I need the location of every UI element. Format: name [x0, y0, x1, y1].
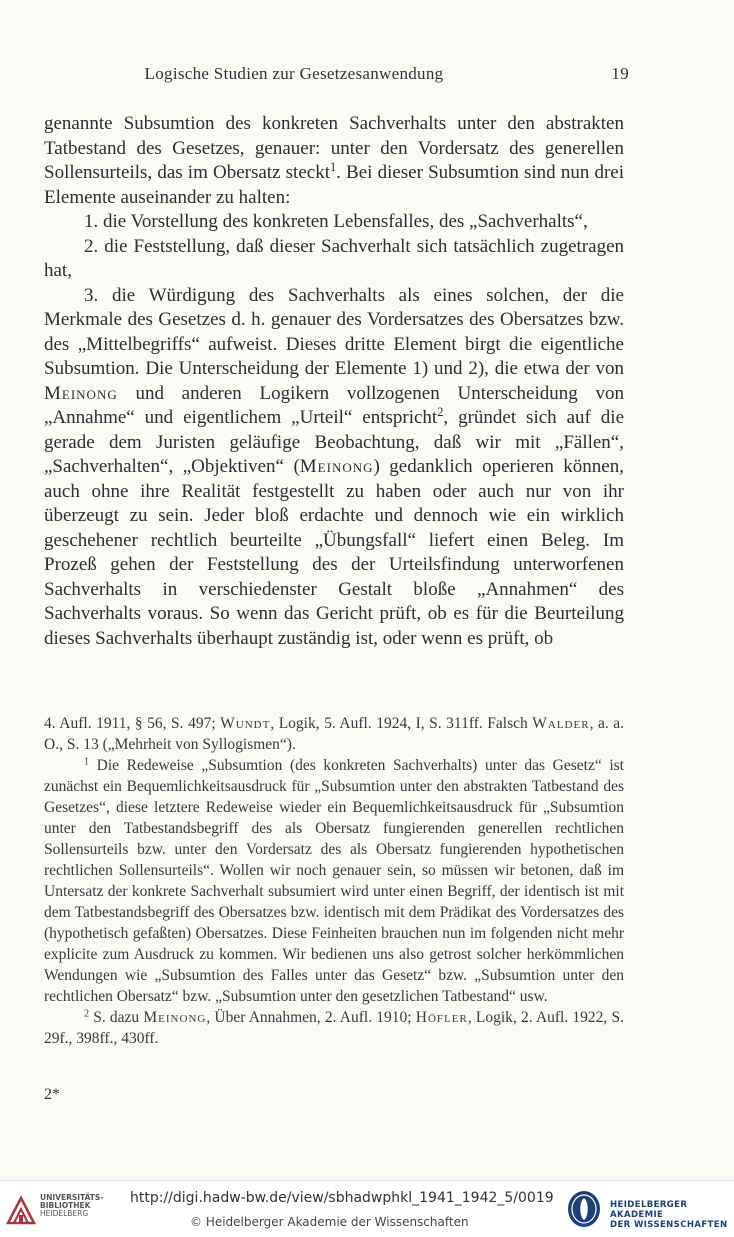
footnote-1: $^1$ Die Redeweise „Subsumtion (des konkreten Sachverhalts) unter das Gesetz“ ist zunächst ein Bequemlichkeitsausdruck für „Subsumtion unter den abstrakten Tatbestand des Gesetzes“, diese letztere Redeweise wieder ein Bequemlichkeitsausdruck für „Subsumtion unter den Tatbestandsbegriff des als Obersatz fungierenden generellen rechtlichen Sollensurteils bzw. unter den Vordersatz des als Obersatz fungierenden hypothetischen rechtlichen Sollensurteils“. Wollen wir noch genauer sein, so müssen wir betonen, daß im Untersatz der konkrete Sachverhalt subsumiert wird unter einen Begriff, der identisch ist mit dem Tatbestandsbegriff des Obersatzes bzw. identisch mit dem Prädikat des Vordersatzes des (hypothetisch gefaßten) Obersatzes. Diese Feinheiten brauchen nun im folgenden nicht mehr explicite zum Ausdruck zu kommen. Wir bedienen uns also getrost solcher herkömmlichen Wendungen wie „Subsumtion des Falles unter das Gesetz“ bzw. „Subsumtion unter den rechtlichen Obersatz“ bzw. „Subsumtion unter den gesetzlichen Tatbestand“ usw.: [44, 756, 624, 1005]
author-name: Wundt: [220, 715, 271, 732]
main-text: [44, 112, 624, 651]
list-item-2: 2. die Feststellung, daß dieser Sachverhalt sich tatsächlich zugetragen hat,: [44, 235, 624, 281]
library-logo-icon: [6, 1195, 36, 1225]
copyright-notice: © Heidelberger Akademie der Wissenschaften: [190, 1215, 469, 1229]
footnote-ref-2: 2: [437, 405, 444, 420]
list-item-1: 1. die Vorstellung des konkreten Lebensfalles, des „Sachverhalts“,: [84, 211, 588, 232]
footnote-ref-1: 1: [329, 160, 337, 175]
running-title: Logische Studien zur Gesetzesanwendung: [144, 64, 444, 83]
library-name: UNIVERSITÄTS- BIBLIOTHEK HEIDELBERG: [40, 1193, 104, 1218]
list-item-3: 3. die Würdigung des Sachverhalts als eines solchen, der die Merkmale des Gesetzes d. h. genauer des Vordersatzes des Obersatzes bzw. des „Mittelbegriffs“ aufweist. Dieses dritte Element birgt die eigentliche Subsumtion. Die Unterscheidung der Elemente 1) und 2), die etwa der von Meinong und anderen Logikern vollzogenen Unterscheidung von „Annahme“ und eigentlichem „Urteil“ entspricht$^2$, gründet sich auf die gerade dem Juristen geläufige Beobachtung, daß wir mit „Fällen“, „Sachverhalten“, „Objektiven“ (Meinong) gedanklich operieren können, auch ohne ihre Realität festgestellt zu haben oder auch nur von ihr überzeugt zu sein. Jeder bloß erdachte und dennoch wie ein wirklich geschehener rechtlich beurteilte „Übungsfall“ liefert einen Beleg. Im Prozeß gehen der Feststellung des der Urteilsfindung unterworfenen Sachverhalts in verschiedenster Gestalt bloße „Annahmen“ des Sachverhalts voraus. So wenn das Gericht prüft, ob es für die Beurteilung dieses Sachverhalts überhaupt zuständig ist, oder wenn es prüft, ob: [44, 284, 624, 649]
author-name: Höfler: [415, 1009, 468, 1026]
page-number: 19: [611, 64, 629, 83]
author-name: Meinong: [143, 1009, 207, 1026]
paragraph-1: genannte Subsumtion des konkreten Sachverhalts unter den abstrakten Tatbestand des Gesetzes, genauer: unter den Vordersatz des generellen Sollensurteils, das im Obersatz steckt$^1$. Bei dieser Subsumtion sind nun drei Elemente auseinander zu halten:: [44, 113, 625, 208]
footnote-2: $^2$ S. dazu Meinong, Über Annahmen, 2. Aufl. 1910; Höfler, Logik, 2. Aufl. 1922, S. 29f., 398ff., 430ff.: [44, 1008, 624, 1047]
footnote-mark: 1: [84, 756, 90, 768]
footnotes: [44, 713, 624, 1049]
author-name: Meinong: [299, 456, 374, 477]
footnote-mark: 2: [84, 1008, 90, 1020]
printer-signature: 2*: [44, 1086, 60, 1103]
viewer-footer: [0, 1180, 734, 1237]
permalink-link[interactable]: http://digi.hadw-bw.de/view/sbhadwphkl_1941_1942_5/0019: [130, 1190, 554, 1206]
author-name: Walder: [532, 715, 590, 732]
academy-seal-icon: [566, 1189, 602, 1229]
author-name: Meinong: [44, 382, 118, 404]
footnote-continuation: 4. Aufl. 1911, § 56, S. 497; Wundt, Logik, 5. Aufl. 1924, I, S. 311ff. Falsch Walder, a. a. O., S. 13 („Mehrheit von Syllogismen“).: [44, 715, 624, 753]
academy-name: HEIDELBERGER AKADEMIE DER WISSENSCHAFTEN: [610, 1200, 728, 1230]
